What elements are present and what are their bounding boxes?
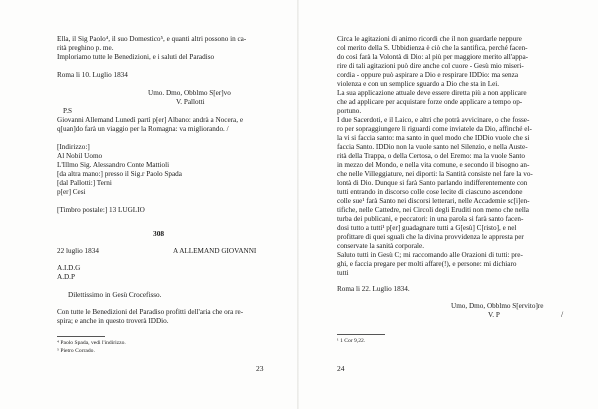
body-line: la vi si faccia santo: ma santo in quel modo che IDDio vuole che si — [337, 134, 530, 142]
body-line: spira; e anche in questo troverà IDDio. — [57, 317, 169, 325]
body-line: Circa le agitazioni di animo ricordi che il non guardarle neppure — [337, 35, 522, 43]
body-line: in mezzo del Mondo, e nella vita comune, e secondo il bisogno an- — [337, 161, 530, 169]
stamp-line: [Timbro postale:] 13 LUGLIO — [57, 206, 145, 214]
body-line: I due Sacerdoti, e il Laico, e altri che potrà avvicinare, o che fosse- — [337, 116, 530, 124]
address-line: Al Nobil Uomo — [57, 152, 103, 160]
date-line: Roma li 10. Luglio 1834 — [57, 71, 128, 79]
salutation: Dilettissimo in Gesù Crocefisso. — [68, 291, 162, 299]
body-line: tutti — [337, 269, 349, 277]
footnote: ¹ 1 Cor 9,22. — [337, 338, 366, 344]
ps-text-line: Giovanni Allemand Lunedì partì p[er] Albano: andrà a Nocera, e — [57, 116, 244, 124]
address-line: [dal Pallotti:] Terni — [57, 179, 112, 187]
body-line: ro per sopraggiungere li riguardi come inviatele da Dio, affinché el- — [337, 125, 532, 133]
letter-date: 22 luglio 1834 — [57, 247, 99, 255]
body-line: Con tutte le Benedizioni del Paradiso profitti dell'aria che ora re- — [57, 308, 244, 316]
footnote: ⁴ Paolo Spada, vedi l'indirizzo. — [57, 340, 126, 346]
footnote-rule — [57, 336, 105, 337]
signature-line: Umo, Dmo, Obblmo S[ervito]re — [451, 302, 544, 310]
header-line: A.D.P — [57, 273, 75, 281]
body-line: cordia - oppure può aspirare a Dio e respirare IDDio: ma senza — [337, 71, 519, 79]
body-line: che nelle Villeggiature, nei diporti: la Santità consiste nel fare la vo- — [337, 170, 533, 178]
letter-end-line: Ella, il Sig Paolo⁴, il suo Domestico⁵, e quanti altri possono in ca- — [57, 35, 247, 43]
letter-end-line: Imploriamo tutte le Benedizioni, e i saluti del Paradiso — [57, 53, 215, 61]
body-line: rire di tali agitazioni può dire anche col cuore - Gesù mio miseri- — [337, 62, 524, 70]
footnote: ⁵ Pietro Corrado. — [57, 348, 95, 354]
body-line: La sua applicazione attuale deve essere diretta più a non applicare — [337, 89, 527, 97]
pen-mark: / — [561, 310, 564, 319]
address-line: L'Illmo Sig. Alessandro Conte Mattioli — [57, 161, 170, 169]
body-line: colle sue¹ farà Santo nei discorsi letterari, nelle Accademie sc[i]en- — [337, 197, 530, 205]
body-line: lontà di Dio. Dunque si farà Santo parlando indifferentemente con — [337, 179, 528, 187]
page-number: 24 — [337, 364, 345, 373]
page-number: 23 — [256, 364, 264, 373]
body-line: ghi, e faccia pregare per molti affare(!), e persone: mi dichiaro — [337, 260, 517, 268]
body-line: rità della Trappa, o della Certosa, o del Eremo: ma la vuole Santo — [337, 152, 526, 160]
address-line: p[er] Cesi — [57, 188, 86, 196]
letter-recipient: A ALLEMAND GIOVANNI — [173, 247, 257, 255]
body-line: tutti entrando in discorso colle cose lecite di ciascuno ascendone — [337, 188, 523, 196]
body-line: col merito della S. Ubbidienza è ciò che la santifica, perché facen- — [337, 44, 528, 52]
signature-name: V. P — [488, 311, 500, 319]
body-line: tifiche, nelle Cattedre, nei Circoli degli Eruditi non meno che nella — [337, 206, 530, 214]
letter-end-line: rità preghino p. me. — [57, 44, 114, 52]
signature-line: Umo. Dmo, Obblmo S[er]vo — [148, 89, 231, 97]
right-page — [299, 0, 598, 409]
date-line: Roma li 22. Luglio 1834. — [337, 285, 410, 293]
body-line: violenza e con un semplice sguardo a Dio che sta in Lei. — [337, 80, 500, 88]
address-line: [Indirizzo:] — [57, 143, 90, 151]
body-line: Saluto tutti in Gesù C; mi raccomando alle Orazioni di tutti: pre- — [337, 251, 523, 259]
body-line: turba dei publicani, e peccatori: in una parola si farà santo facen- — [337, 215, 524, 223]
body-line: dosi tutto a tutti¹ p[er] guadagnare tutti a G[esù] C[risto], e nel — [337, 224, 517, 232]
body-line: do così farà la Volontà di Dio: al più per maggiore merito all'appa- — [337, 53, 529, 61]
ps-text-line: q[uan]do farà un viaggio per la Romagna: va migliorando. / — [57, 125, 229, 133]
body-line: faccia Santo. IDDio non la vuole santo nel Silenzio, e nella Auste- — [337, 143, 528, 151]
letter-number: 308 — [153, 229, 165, 238]
body-line: conservate la sanità corporale. — [337, 242, 425, 250]
ps-label: P.S — [63, 107, 72, 115]
footnote-rule — [337, 334, 385, 335]
address-line: [da altra mano:] presso il Sig.r Paolo Spada — [57, 170, 182, 178]
signature-name: V. Pallotti — [176, 98, 205, 106]
body-line: portuno. — [337, 107, 362, 115]
body-line: profittare di quei sguali che la divina provvidenza le appresta per — [337, 233, 524, 241]
body-line: che ad applicare per acquistare forze onde applicare a tempo op- — [337, 98, 523, 106]
header-line: A.I.D.G — [57, 264, 81, 272]
